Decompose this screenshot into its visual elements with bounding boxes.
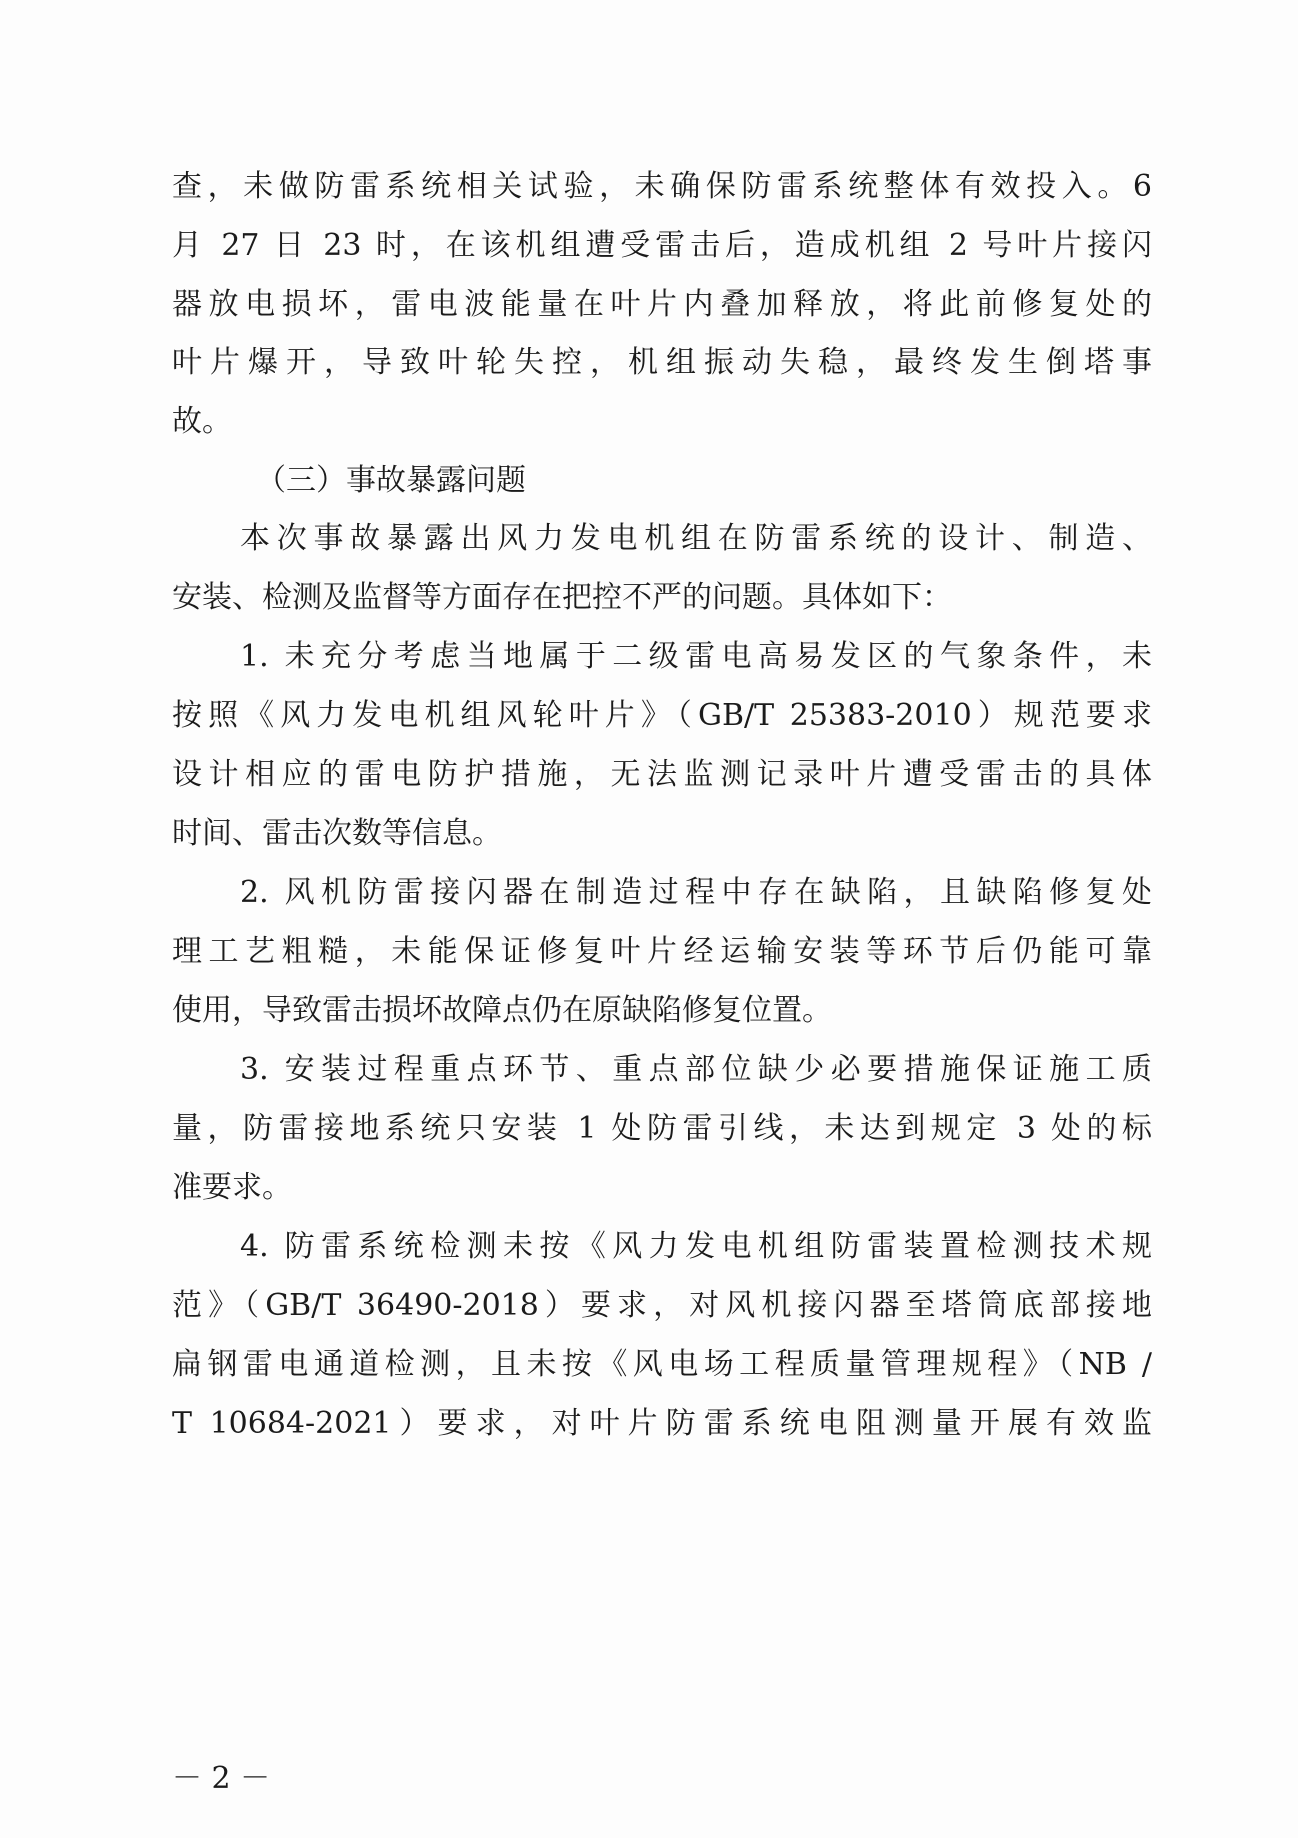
body-text-line: 查，未做防雷系统相关试验，未确保防雷系统整体有效投入。6 xyxy=(172,169,1152,204)
list-item-line: 设计相应的雷电防护措施，无法监测记录叶片遭受雷击的具体 xyxy=(172,757,1152,792)
list-item-line: 准要求。 xyxy=(172,1170,292,1205)
list-item-line: 理工艺粗糙，未能保证修复叶片经运输安装等环节后仍能可靠 xyxy=(172,934,1152,969)
list-item-line: 时间、雷击次数等信息。 xyxy=(172,816,502,851)
section-heading: （三）事故暴露问题 xyxy=(256,463,526,498)
body-text-line: 叶片爆开，导致叶轮失控，机组振动失稳，最终发生倒塔事 xyxy=(172,345,1152,380)
list-item-line: 按照《风力发电机组风轮叶片》（GB/T 25383-2010）规范要求 xyxy=(172,698,1152,733)
body-text-line: 故。 xyxy=(172,404,232,439)
body-text-line: 本次事故暴露出风力发电机组在防雷系统的设计、制造、 xyxy=(240,521,1152,556)
list-item-line: 量，防雷接地系统只安装 1 处防雷引线，未达到规定 3 处的标 xyxy=(172,1111,1152,1146)
list-item-line: 4. 防雷系统检测未按《风力发电机组防雷装置检测技术规 xyxy=(240,1229,1152,1264)
page-number: － 2 － xyxy=(172,1761,271,1796)
list-item-line: 扁钢雷电通道检测，且未按《风电场工程质量管理规程》（NB / xyxy=(172,1347,1152,1382)
body-text-line: 安装、检测及监督等方面存在把控不严的问题。具体如下： xyxy=(172,580,952,615)
body-text-line: 月 27 日 23 时，在该机组遭受雷击后，造成机组 2 号叶片接闪 xyxy=(172,228,1152,263)
body-text-line: 器放电损坏，雷电波能量在叶片内叠加释放，将此前修复处的 xyxy=(172,287,1152,322)
list-item-line: T 10684-2021）要求，对叶片防雷系统电阻测量开展有效监 xyxy=(172,1406,1152,1441)
list-item-line: 使用，导致雷击损坏故障点仍在原缺陷修复位置。 xyxy=(172,993,832,1028)
list-item-line: 范》（GB/T 36490-2018）要求，对风机接闪器至塔筒底部接地 xyxy=(172,1288,1152,1323)
list-item-line: 2. 风机防雷接闪器在制造过程中存在缺陷，且缺陷修复处 xyxy=(240,875,1152,910)
list-item-line: 3. 安装过程重点环节、重点部位缺少必要措施保证施工质 xyxy=(240,1052,1152,1087)
list-item-line: 1. 未充分考虑当地属于二级雷电高易发区的气象条件，未 xyxy=(240,639,1152,674)
